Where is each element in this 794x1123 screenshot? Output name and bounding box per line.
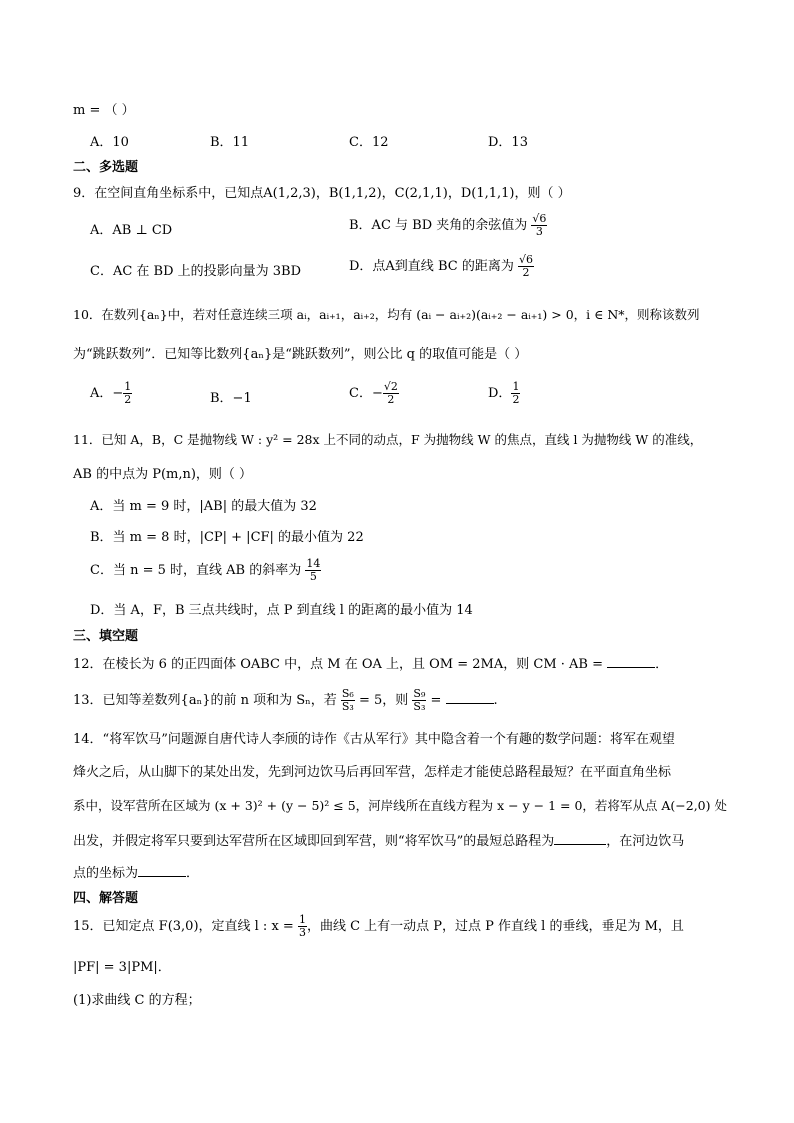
q8-stem-tail: m = （ ）: [73, 103, 135, 118]
q10-option-c-fraction: $\frac{√2}{2}$: [383, 380, 398, 406]
q15-fraction-one-third: $\frac{1}{3}$: [298, 913, 306, 939]
q11-option-b: B．当 m = 8 时，|CP| + |CF| 的最小值为 22: [90, 530, 364, 545]
q9-option-d: [349, 254, 534, 279]
q14-answer-blank-2[interactable]: [138, 862, 186, 877]
q10-option-c: C．− $\frac{√2}{2}$: [349, 380, 398, 406]
q10-option-d-fraction: $\frac{1}{2}$: [512, 380, 520, 406]
q11-option-a: A．当 m = 9 时，|AB| 的最大值为 32: [90, 499, 317, 514]
section-heading-solutions: 四、解答题: [73, 891, 139, 906]
q14-answer-blank-1[interactable]: [554, 830, 606, 845]
q14-line-2: 烽火之后，从山脚下的某处出发，先到河边饮马后再回军营，怎样走才能使总路程最短？在平面直角坐标: [73, 765, 672, 780]
q15-line-2: |PF| = 3|PM|．: [73, 960, 171, 975]
q10-option-b: B．−1: [210, 391, 252, 406]
q10-option-a-fraction: $\frac{1}{2}$: [124, 380, 132, 406]
q9-option-b: [349, 213, 547, 238]
q9-option-d-text: D．点A到直线 BC 的距离为: [349, 259, 518, 274]
q11-line-1: 11．已知 A，B，C 是抛物线 W : y² = 28x 上不同的动点，F 为抛物线 W 的焦点，直线 l 为抛物线 W 的准线，: [73, 432, 703, 447]
section-heading-fill-in: 三、填空题: [73, 629, 139, 644]
q14-line-5: 点的坐标为 ．: [73, 862, 199, 884]
q13-fraction-s6-s3: $\frac{\text{S₆}}{\text{S₃}}$: [341, 687, 354, 713]
q11-option-d: D．当 A，F，B 三点共线时，点 P 到直线 l 的距离的最小值为 14: [90, 603, 473, 618]
q11-line-2: AB 的中点为 P(m,n)，则（ ）: [73, 467, 253, 482]
q15-line-1: 15．已知定点 F(3,0)，定直线 l : x = $\frac{1}{3}$ ，曲线 C 上有一动点 P，过点 P 作直线 l 的垂线，垂足为 M，且: [73, 913, 684, 939]
q11-option-c: C．当 n = 5 时，直线 AB 的斜率为 $\frac{14}{5}$: [90, 557, 321, 583]
q10-line-2: 为“跳跃数列”．已知等比数列{aₙ}是“跳跃数列”，则公比 q 的取值可能是（ ）: [73, 347, 528, 362]
q12-answer-blank[interactable]: [607, 653, 655, 668]
q13-answer-blank[interactable]: [446, 689, 494, 704]
q14-line-1: 14．“将军饮马”问题源自唐代诗人李颀的诗作《古从军行》其中隐含着一个有趣的数学问题：将军在观望: [73, 732, 675, 747]
q9-option-b-text: B．AC 与 BD 夹角的余弦值为: [349, 218, 532, 233]
q8-option-a: A．10: [90, 135, 129, 150]
q9-option-a: A．AB ⊥ CD: [90, 223, 173, 238]
q9-option-c: C．AC 在 BD 上的投影向量为 3BD: [90, 264, 302, 279]
section-heading-multiple-choice: 二、多选题: [73, 160, 139, 175]
q12-stem: 12．在棱长为 6 的正四面体 OABC 中，点 M 在 OA 上，且 OM = 2MA，则 CM · AB = ．: [73, 653, 668, 675]
q9-option-d-fraction: $\frac{√6}{2}$: [518, 253, 533, 279]
q10-line-1: 10．在数列{aₙ}中，若对任意连续三项 aᵢ，aᵢ₊₁，aᵢ₊₂，均有 (aᵢ − aᵢ₊₂)(aᵢ₊₂ − aᵢ₊₁) > 0，i ∈ N*，则称该数列: [73, 307, 700, 322]
q8-option-b: B．11: [210, 135, 250, 150]
q9-stem: 9．在空间直角坐标系中，已知点A(1,2,3)，B(1,1,2)，C(2,1,1)，D(1,1,1)，则（ ）: [73, 186, 571, 201]
q10-option-a: A．− $\frac{1}{2}$: [90, 380, 132, 406]
q14-line-4: 出发，并假定将军只要到达军营所在区域即回到军营，则“将军饮马”的最短总路程为 ，在河边饮马: [73, 830, 684, 852]
q13-stem: 13．已知等差数列{aₙ}的前 n 项和为 Sₙ，若 $\frac{\text{S₆}}{\text{S₃}}$ = 5，则 $\frac{\text{S₉}}{\text{S₃}}$ = .: [73, 687, 498, 713]
q13-fraction-s9-s3: $\frac{\text{S₉}}{\text{S₃}}$: [413, 687, 426, 713]
q8-option-d: D．13: [488, 135, 528, 150]
q14-line-3: 系中，设军营所在区域为 (x + 3)² + (y − 5)² ≤ 5，河岸线所在直线方程为 x − y − 1 = 0，若将军从点 A(−2,0) 处: [73, 798, 727, 813]
q15-part-1: (1)求曲线 C 的方程；: [73, 993, 201, 1008]
q9-option-b-fraction: $\frac{√6}{3}$: [532, 212, 547, 238]
q8-option-c: C．12: [349, 135, 389, 150]
q10-option-d: D． $\frac{1}{2}$: [488, 380, 520, 406]
q11-option-c-fraction: $\frac{14}{5}$: [306, 557, 321, 583]
